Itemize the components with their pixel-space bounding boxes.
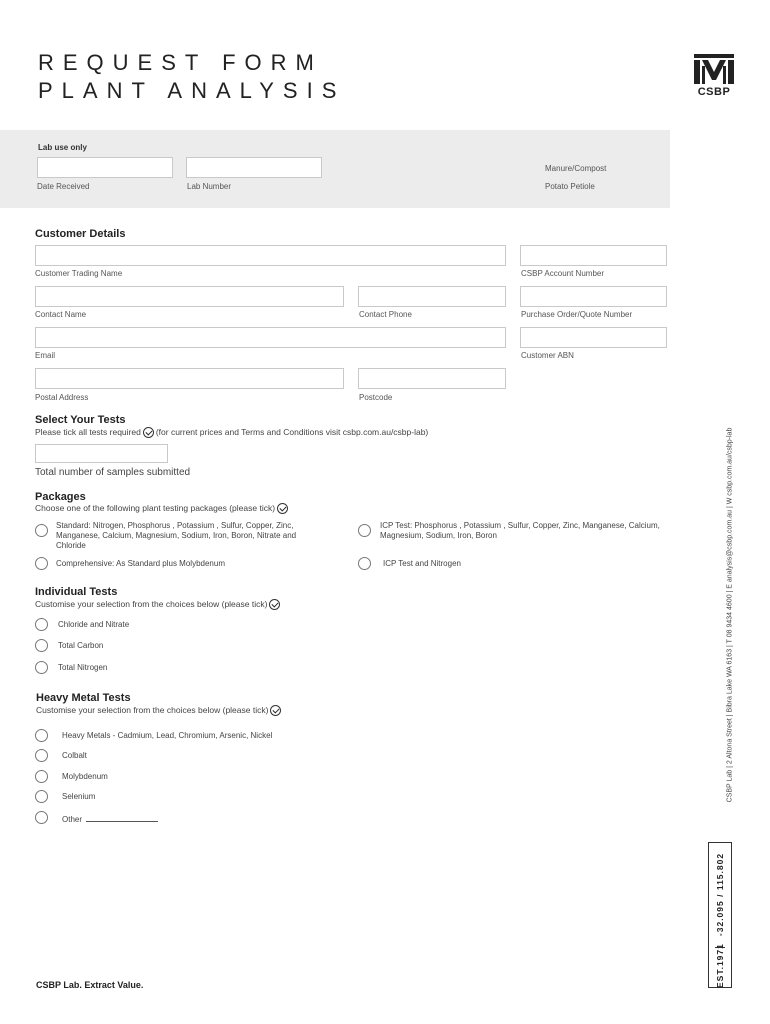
select-tests-heading: Select Your Tests — [35, 414, 126, 426]
customer-trading-name-field[interactable] — [35, 245, 506, 266]
tick-icon — [269, 599, 280, 610]
total-samples-field[interactable] — [35, 444, 168, 463]
lab-number-label: Lab Number — [187, 182, 232, 191]
postal-address-label: Postal Address — [35, 393, 89, 402]
contact-name-field[interactable] — [35, 286, 344, 307]
select-tests-instruction-pre: Please tick all tests required — [35, 427, 141, 437]
csbp-logo-icon — [692, 52, 736, 86]
total-samples-label: Total number of samples submitted — [35, 467, 191, 478]
other-checkbox[interactable] — [35, 811, 48, 824]
heavy-metal-heading: Heavy Metal Tests — [36, 692, 131, 704]
est-year: EST.1971 — [715, 943, 725, 988]
tick-icon — [270, 705, 281, 716]
potato-petiole-label: Potato Petiole — [545, 182, 595, 191]
postcode-label: Postcode — [359, 393, 393, 402]
csbp-account-number-field[interactable] — [520, 245, 667, 266]
contact-phone-label: Contact Phone — [359, 310, 412, 319]
contact-phone-field[interactable] — [358, 286, 506, 307]
heavy-metals-label: Heavy Metals - Cadmium, Lead, Chromium, Arsenic, Nickel — [62, 731, 273, 740]
logo-text: CSBP — [697, 86, 731, 98]
customer-trading-name-label: Customer Trading Name — [35, 269, 123, 278]
customer-abn-label: Customer ABN — [521, 351, 574, 360]
purchase-order-label: Purchase Order/Quote Number — [521, 310, 633, 319]
molybdenum-label: Molybdenum — [62, 772, 108, 781]
date-received-field[interactable] — [37, 157, 173, 178]
heavy-metals-checkbox[interactable] — [35, 729, 48, 742]
package-icp-nitrogen-radio[interactable] — [358, 557, 371, 570]
molybdenum-checkbox[interactable] — [35, 770, 48, 783]
select-tests-instruction — [35, 427, 428, 438]
individual-tests-instruction — [35, 599, 282, 610]
tick-icon — [143, 427, 154, 438]
total-nitrogen-label: Total Nitrogen — [58, 663, 108, 672]
est-badge — [708, 842, 732, 988]
cobalt-label: Colbalt — [62, 751, 87, 760]
other-text-field[interactable] — [86, 813, 158, 822]
footer-tagline: CSBP Lab. Extract Value. — [36, 980, 144, 990]
postcode-field[interactable] — [358, 368, 506, 389]
email-label: Email — [35, 351, 56, 360]
email-field[interactable] — [35, 327, 506, 348]
select-tests-instruction-post: (for current prices and Terms and Conditions visit csbp.com.au/csbp-lab) — [155, 427, 429, 437]
customer-details-heading: Customer Details — [35, 228, 126, 240]
manure-compost-label: Manure/Compost — [545, 164, 607, 173]
lab-use-heading: Lab use only — [38, 143, 87, 152]
est-coordinates: -32.095 / 115.802 — [715, 852, 725, 937]
cobalt-checkbox[interactable] — [35, 749, 48, 762]
tick-icon — [277, 503, 288, 514]
customer-abn-field[interactable] — [520, 327, 667, 348]
date-received-label: Date Received — [37, 182, 90, 191]
selenium-checkbox[interactable] — [35, 790, 48, 803]
packages-instruction-text: Choose one of the following plant testing packages (please tick) — [35, 503, 276, 513]
heavy-metal-instruction — [36, 705, 283, 716]
postal-address-field[interactable] — [35, 368, 344, 389]
packages-instruction — [35, 503, 290, 514]
lab-number-field[interactable] — [186, 157, 322, 178]
form-title-line1: REQUEST FORM — [38, 50, 323, 75]
csbp-account-number-label: CSBP Account Number — [521, 269, 605, 278]
package-icp-radio[interactable] — [358, 524, 371, 537]
package-standard-label: Standard: Nitrogen, Phosphorus , Potassium , Sulfur, Copper, Zinc, Manganese, Calcium, Magnesium, Sodium, Iron, Boron, Nitrate and Chloride — [56, 521, 297, 550]
heavy-metal-instruction-text: Customise your selection from the choices below (please tick) — [36, 705, 269, 715]
purchase-order-field[interactable] — [520, 286, 667, 307]
individual-tests-heading: Individual Tests — [35, 586, 118, 598]
chloride-nitrate-label: Chloride and Nitrate — [58, 620, 130, 629]
package-comprehensive-radio[interactable] — [35, 557, 48, 570]
total-carbon-checkbox[interactable] — [35, 639, 48, 652]
selenium-label: Selenium — [62, 792, 96, 801]
package-standard-radio[interactable] — [35, 524, 48, 537]
total-carbon-label: Total Carbon — [58, 641, 104, 650]
individual-tests-instruction-text: Customise your selection from the choices below (please tick) — [35, 599, 268, 609]
package-icp-label: ICP Test: Phosphorus , Potassium , Sulfur, Copper, Zinc, Manganese, Calcium, Magnesium, Sodium, Iron, Boron — [380, 521, 660, 540]
sidebar-contact — [720, 400, 740, 830]
sidebar-contact-text: CSBP Lab | 2 Altona Street | Bibra Lake WA 6163 | T 08 9434 4600 | E analysis@csbp.com.au | W csbp.com.au/csbp-lab — [726, 427, 734, 803]
form-title-line2: PLANT ANALYSIS — [38, 78, 346, 103]
other-label: Other — [62, 815, 83, 824]
package-icp-nitrogen-label: ICP Test and Nitrogen — [383, 559, 461, 568]
package-comprehensive-label: Comprehensive: As Standard plus Molybdenum — [56, 559, 225, 568]
chloride-nitrate-checkbox[interactable] — [35, 618, 48, 631]
contact-name-label: Contact Name — [35, 310, 87, 319]
total-nitrogen-checkbox[interactable] — [35, 661, 48, 674]
packages-heading: Packages — [35, 491, 86, 503]
other-option — [62, 813, 158, 825]
